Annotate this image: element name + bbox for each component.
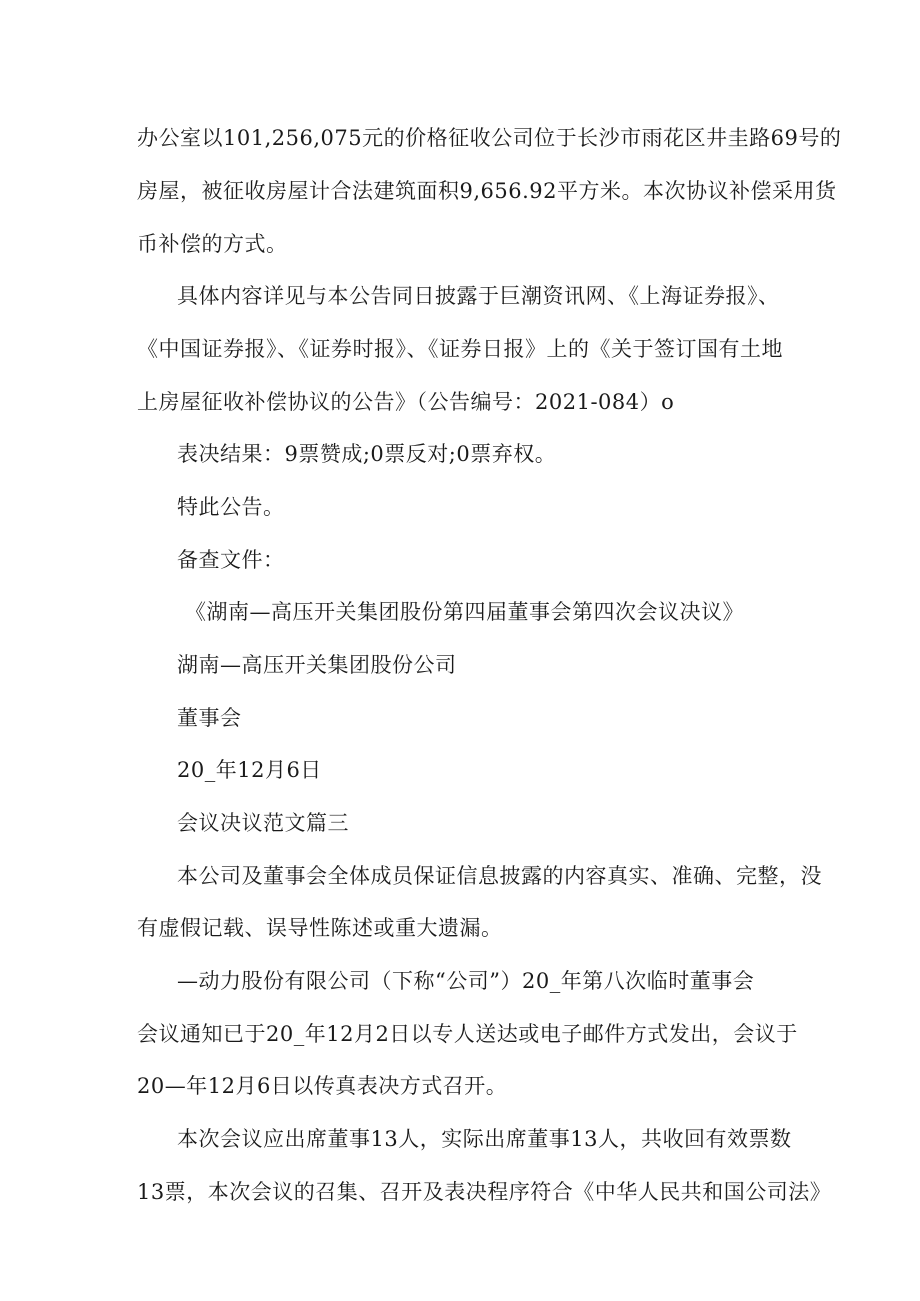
text-line: 上房屋征收补偿协议的公告》（公告编号：2021-084）o	[137, 390, 675, 414]
board-line: 董事会	[177, 706, 242, 730]
text-line: 特此公告。	[177, 495, 285, 519]
text-line: 本次会议应出席董事13人，实际出席董事13人，共收回有效票数	[177, 1127, 792, 1151]
text-line: 房屋，被征收房屋计合法建筑面积9,656.92平方米。本次协议补偿采用货	[137, 179, 837, 203]
text-line: 会议通知已于20_年12月2日以专人送达或电子邮件方式发出，会议于	[137, 1022, 798, 1046]
date-line: 20_年12月6日	[177, 758, 322, 782]
text-line: 有虚假记载、误导性陈述或重大遗漏。	[137, 916, 503, 940]
vote-result-line: 表决结果：9票赞成;0票反对;0票弃权。	[177, 442, 557, 466]
text-line: 具体内容详见与本公告同日披露于巨潮资讯网、《上海证券报》、	[177, 284, 780, 308]
text-line: 《中国证券报》、《证券时报》、《证券日报》上的《关于签订国有土地	[137, 337, 783, 361]
text-line: 20—年12月6日以传真表决方式召开。	[137, 1074, 508, 1098]
text-line: 《湖南—高压开关集团股份第四届董事会第四次会议决议》	[185, 600, 744, 624]
text-line: 本公司及董事会全体成员保证信息披露的内容真实、准确、完整，没	[177, 864, 822, 888]
text-line: 备查文件：	[177, 548, 285, 572]
text-line: 13票，本次会议的召集、召开及表决程序符合《中华人民共和国公司法》	[137, 1180, 832, 1204]
text-line: —动力股份有限公司（下称“公司”）20_年第八次临时董事会	[177, 969, 755, 993]
company-name-line: 湖南—高压开关集团股份公司	[177, 653, 457, 677]
text-line: 办公室以101,256,075元的价格征收公司位于长沙市雨花区井圭路69号的	[137, 126, 842, 150]
section-heading: 会议决议范文篇三	[177, 811, 349, 835]
text-line: 币补偿的方式。	[137, 232, 288, 256]
